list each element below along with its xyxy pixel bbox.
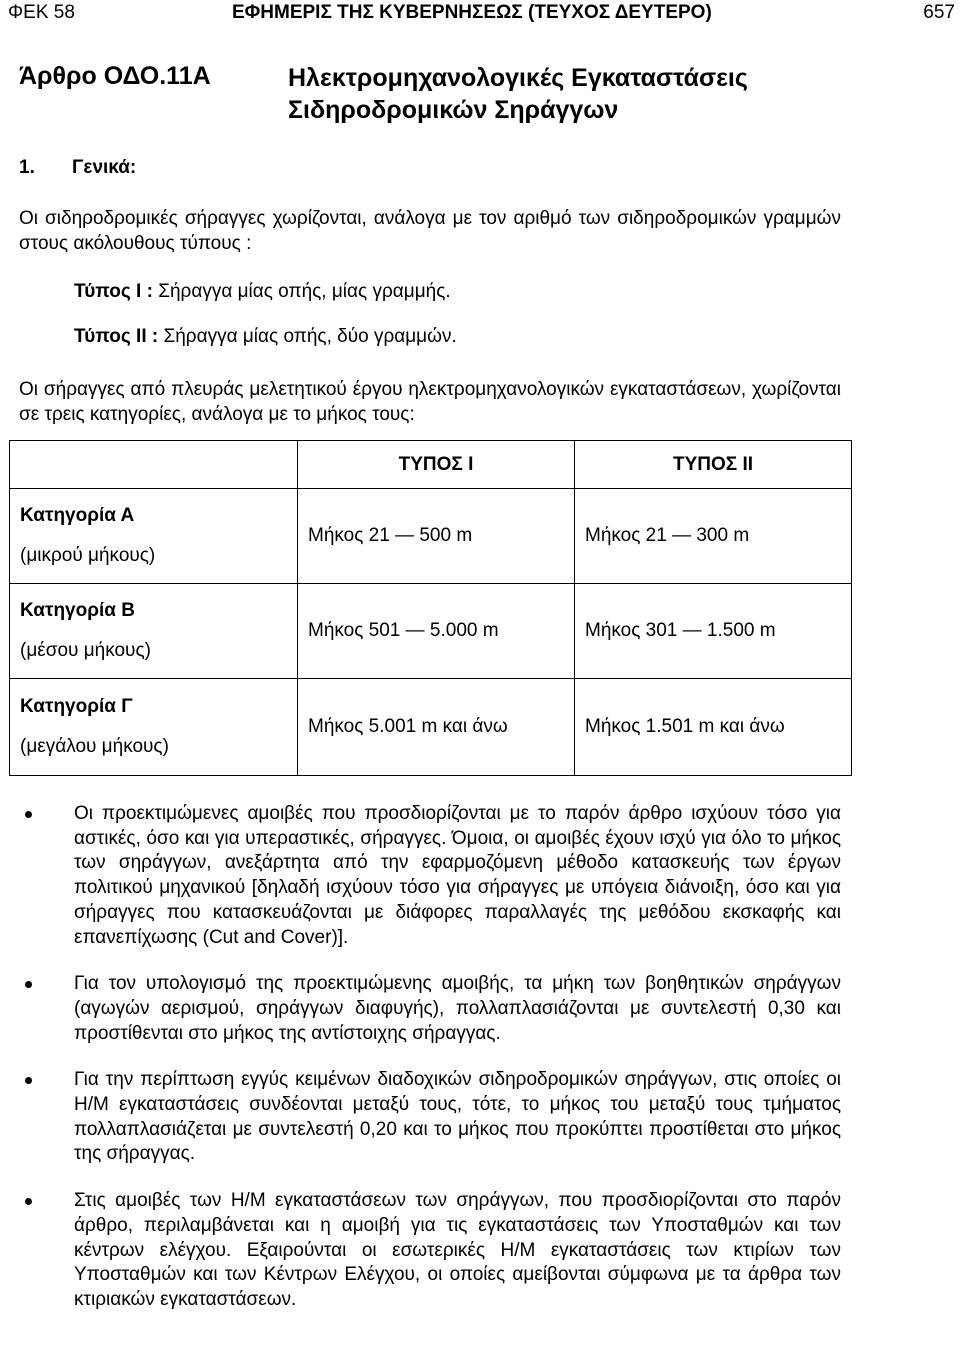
category-subtitle: (μεγάλου μήκους) [20, 736, 169, 757]
category-cell [10, 584, 298, 679]
bullet-item: Για τον υπολογισμό της προεκτιμώμενης αμοιβής, τα μήκη των βοηθητικών σηράγγων (αγωγών αερισμού, σηράγγων διαφυγής), πολλαπλασιάζονται με συντελεστή 0,30 και προστίθενται στο μήκος της αντίστοιχης σήραγγας. [19, 972, 841, 1046]
table-header-empty [10, 441, 298, 489]
type-2-length: Μήκος 301 — 1.500 m [575, 584, 852, 679]
category-subtitle: (μέσου μήκους) [20, 640, 151, 661]
table-row [10, 679, 852, 776]
bullet-item: Οι προεκτιμώμενες αμοιβές που προσδιορίζονται με το παρόν άρθρο ισχύουν τόσο για αστικές, όσο και για υπεραστικές, σήραγγες. Όμοια, οι αμοιβές έχουν ισχύ για όλο το μήκος των σηράγγων, ανεξάρτητα από την εφαρμοζόμενη μέθοδο κατασκευής των έργων πολιτικού μηχανικού [δηλαδή ισχύουν τόσο για σήραγγες με υπόγεια διάνοιξη, όσο και για σήραγγες που κατασκευάζονται με διάφορες παραλλαγές της μεθόδου εκσκαφής και επανεπίχωσης (Cut and Cover)]. [19, 802, 841, 950]
table-header-type-2: ΤΥΠΟΣ II [575, 441, 852, 489]
page-number: 657 [923, 2, 955, 23]
type-1-line [74, 281, 451, 303]
page-header [0, 2, 960, 26]
type-2-length: Μήκος 1.501 m και άνω [575, 679, 852, 776]
category-cell [10, 489, 298, 584]
gazette-issue: ΦΕΚ 58 [8, 2, 75, 23]
type-1-length: Μήκος 21 — 500 m [298, 489, 575, 584]
intro-paragraph: Οι σιδηροδρομικές σήραγγες χωρίζονται, ανάλογα με τον αριθμό των σιδηροδρομικών γραμμών στους ακόλουθους τύπους : [19, 208, 841, 254]
article-title-line-2: Σιδηροδρομικών Σηράγγων [288, 96, 619, 124]
bullet-item: Στις αμοιβές των Η/Μ εγκαταστάσεων των σηράγγων, που προσδιορίζονται στο παρόν άρθρο, περιλαμβάνεται και η αμοιβή για τις εγκαταστάσεις των Υποσταθμών και των κέντρων ελέγχου. Εξαιρούνται οι εσωτερικές Η/Μ εγκαταστάσεις των κτιρίων των Υποσταθμών και των Κέντρων Ελέγχου, οι οποίες αμείβονται σύμφωνα με τα άρθρα των κτιριακών εγκαταστάσεων. [19, 1189, 841, 1313]
article-title [288, 62, 748, 126]
type-2-line [74, 326, 457, 348]
type-1-label: Τύπος I : [74, 281, 153, 302]
category-name: Κατηγορία Γ [20, 696, 133, 717]
table-row [10, 584, 852, 679]
type-1-length: Μήκος 5.001 m και άνω [298, 679, 575, 776]
table-header-type-1: ΤΥΠΟΣ I [298, 441, 575, 489]
bullet-list [19, 802, 841, 1313]
category-cell [10, 679, 298, 776]
gazette-title: ΕΦΗΜΕΡΙΣ ΤΗΣ ΚΥΒΕΡΝΗΣΕΩΣ (ΤΕΥΧΟΣ ΔΕΥΤΕΡΟ) [232, 2, 712, 23]
table-header-row [10, 441, 852, 489]
category-name: Κατηγορία Α [20, 505, 135, 526]
article-title-line-1: Ηλεκτρομηχανολογικές Εγκαταστάσεις [288, 64, 748, 92]
type-1-text: Σήραγγα μίας οπής, μίας γραμμής. [158, 281, 451, 302]
section-heading [19, 157, 136, 179]
category-name: Κατηγορία Β [20, 600, 135, 621]
category-subtitle: (μικρού μήκους) [20, 545, 156, 566]
section-number: 1. [19, 157, 35, 178]
type-2-label: Τύπος II : [74, 326, 159, 347]
type-2-length: Μήκος 21 — 300 m [575, 489, 852, 584]
categories-paragraph: Οι σήραγγες από πλευράς μελετητικού έργου ηλεκτρομηχανολογικών εγκαταστάσεων, χωρίζονται σε τρεις κατηγορίες, ανάλογα με το μήκος τους: [19, 379, 841, 425]
table-row [10, 489, 852, 584]
section-title: Γενικά: [72, 157, 137, 178]
article-number: Άρθρο ΟΔΟ.11Α [19, 62, 211, 90]
category-table [9, 440, 852, 776]
bullet-item: Για την περίπτωση εγγύς κειμένων διαδοχικών σιδηροδρομικών σηράγγων, στις οποίες οι Η/Μ εγκαταστάσεις συνδέονται μεταξύ τους, τότε, το μήκος του μεταξύ τους τμήματος πολλαπλασιάζεται με συντελεστή 0,20 και το μήκος που προκύπτει προστίθεται στο μήκος της σήραγγας. [19, 1068, 841, 1167]
type-2-text: Σήραγγα μίας οπής, δύο γραμμών. [163, 326, 457, 347]
type-1-length: Μήκος 501 — 5.000 m [298, 584, 575, 679]
